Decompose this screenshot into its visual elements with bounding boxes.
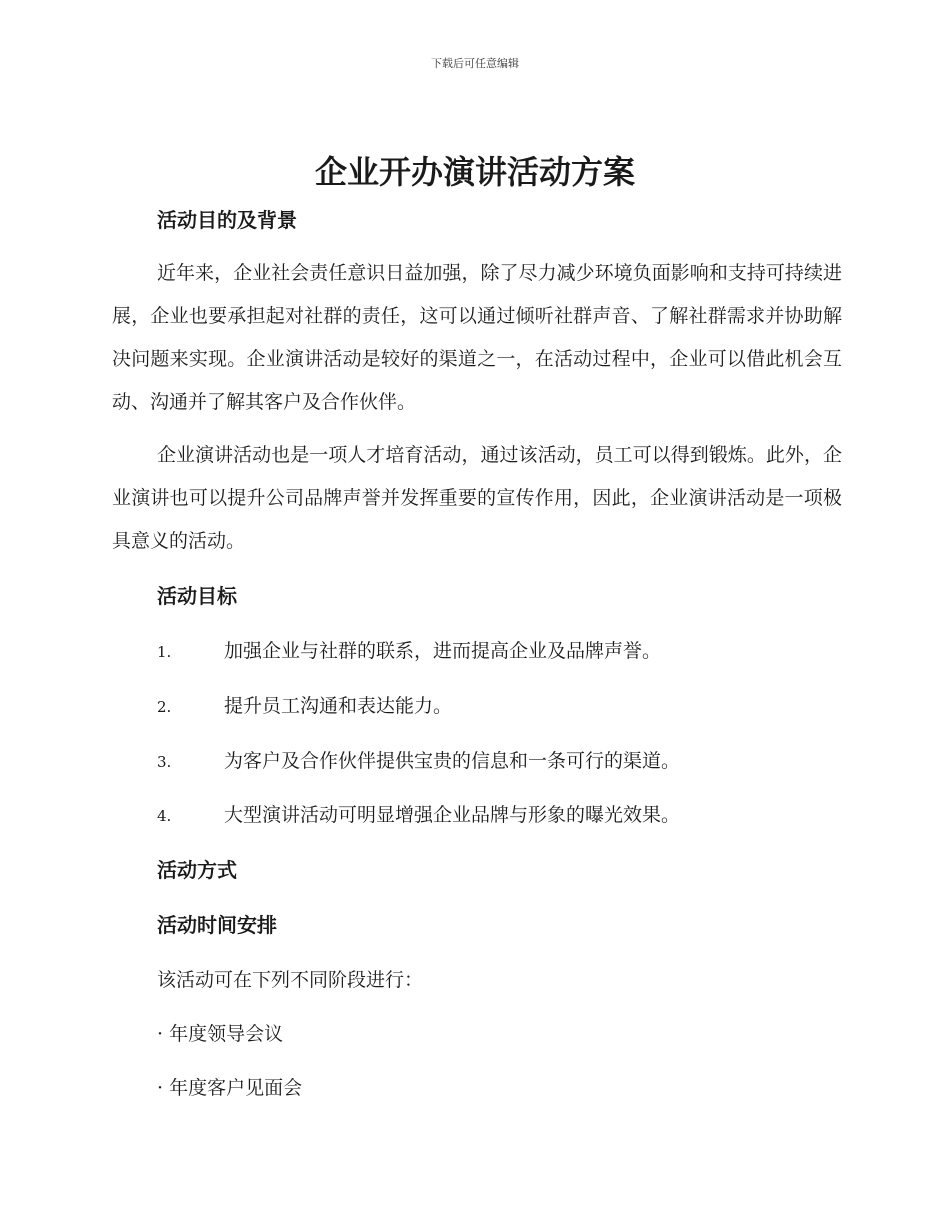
goal-number: 2. — [157, 698, 172, 716]
goal-text: 加强企业与社群的联系，进而提高企业及品牌声誉。 — [224, 640, 662, 662]
goal-number: 1. — [157, 643, 172, 661]
schedule-bullet-1: · 年度领导会议 — [157, 1023, 284, 1045]
paragraph-background-1: 近年来，企业社会责任意识日益加强，除了尽力减少环境负面影响和支持可持续进展，企业也要承担起对社群的责任，这可以通过倾听社群声音、了解社群需求并协助解决问题来实现。企业演讲活动是较好的渠道之一，在活动过程中，企业可以借此机会互动、沟通并了解其客户及合作伙伴。 — [112, 262, 842, 413]
heading-goals: 活动目标 — [157, 584, 237, 608]
document-title: 企业开办演讲活动方案 — [314, 153, 635, 191]
goal-number: 4. — [157, 807, 172, 825]
heading-schedule: 活动时间安排 — [157, 913, 277, 937]
page-header: 下载后可任意编辑 — [431, 57, 519, 70]
schedule-intro: 该活动可在下列不同阶段进行： — [157, 969, 424, 991]
goal-text: 提升员工沟通和表达能力。 — [224, 695, 453, 717]
goal-number: 3. — [157, 753, 172, 771]
goal-text: 为客户及合作伙伴提供宝贵的信息和一条可行的渠道。 — [224, 750, 681, 772]
paragraph-background-2: 企业演讲活动也是一项人才培育活动，通过该活动，员工可以得到锻炼。此外，企业演讲也可以提升公司品牌声誉并发挥重要的宣传作用，因此，企业演讲活动是一项极具意义的活动。 — [112, 444, 842, 552]
heading-background: 活动目的及背景 — [157, 208, 297, 232]
goal-text: 大型演讲活动可明显增强企业品牌与形象的曝光效果。 — [224, 804, 681, 826]
heading-method: 活动方式 — [157, 858, 237, 882]
schedule-bullet-2: · 年度客户见面会 — [157, 1077, 303, 1099]
